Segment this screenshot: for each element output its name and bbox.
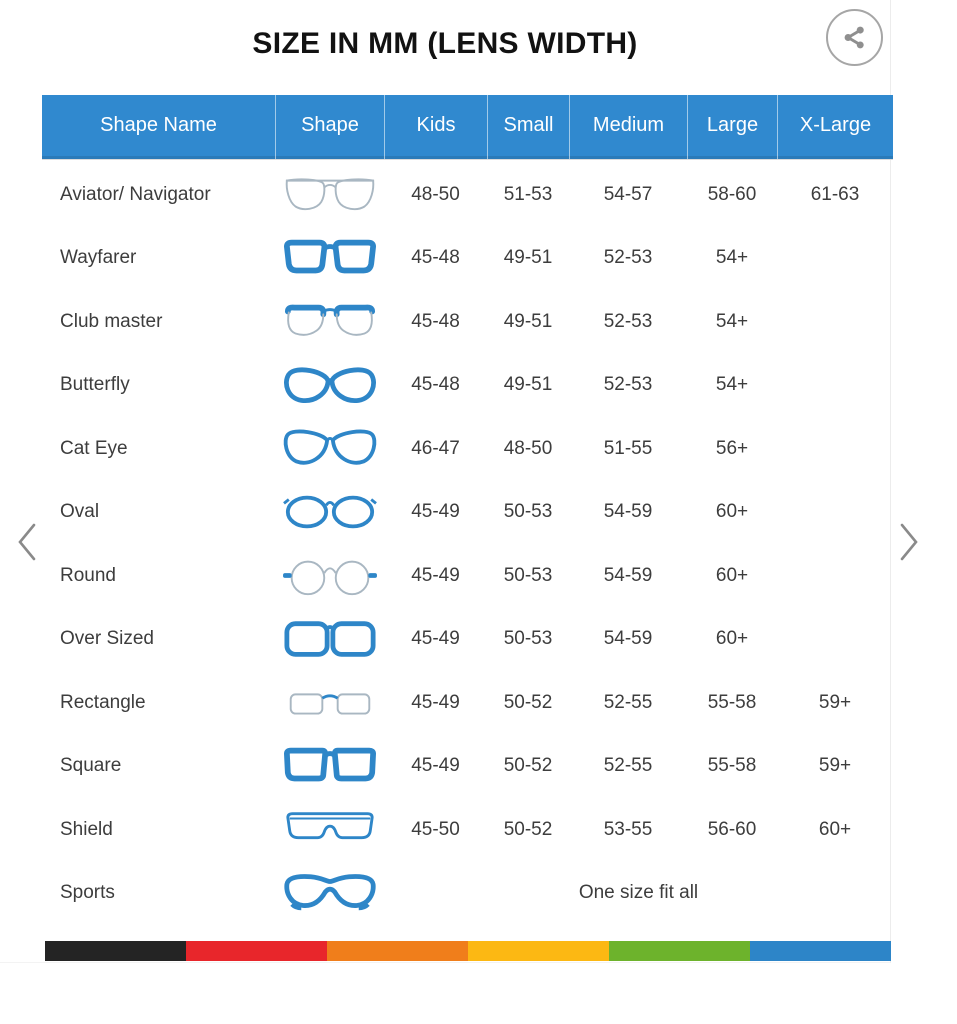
small-size-cell: 50-52	[503, 691, 553, 713]
round-glasses-icon	[282, 553, 378, 599]
shape-icon-cell	[275, 616, 384, 662]
kids-size-cell: 45-50	[411, 818, 460, 840]
table-row	[42, 798, 893, 862]
column-header-medium: Medium	[569, 95, 687, 159]
small-size-cell: 51-53	[503, 183, 553, 205]
medium-size-cell: 52-53	[603, 310, 653, 332]
xlarge-size-cell: 61-63	[810, 183, 860, 205]
kids-size-cell: 45-49	[411, 691, 460, 713]
kids-size-cell: 46-47	[411, 437, 460, 459]
rectangle-glasses-icon	[282, 680, 378, 726]
chevron-left-icon	[15, 522, 39, 565]
medium-size-cell: 54-59	[603, 628, 653, 650]
kids-size-cell: 45-49	[411, 628, 460, 650]
column-header-small: Small	[487, 95, 569, 159]
size-table	[42, 95, 893, 925]
square-glasses-icon	[282, 743, 378, 789]
kids-size-cell: 45-48	[411, 310, 460, 332]
medium-size-cell: 52-55	[603, 755, 653, 777]
color-bar-segment	[327, 941, 468, 961]
large-size-cell: 55-58	[707, 691, 757, 713]
large-size-cell: 60+	[715, 501, 749, 523]
large-size-cell: 55-58	[707, 755, 757, 777]
shape-name-label: Aviator/ Navigator	[60, 183, 211, 205]
small-size-cell: 50-53	[503, 628, 553, 650]
small-size-cell: 48-50	[503, 437, 553, 459]
xlarge-size-cell: 60+	[818, 818, 852, 840]
medium-size-cell: 51-55	[603, 437, 653, 459]
table-row	[42, 417, 893, 481]
shape-name-label: Cat Eye	[60, 437, 128, 459]
column-header-kids: Kids	[384, 95, 487, 159]
medium-size-cell: 52-55	[603, 691, 653, 713]
butterfly-glasses-icon	[282, 362, 378, 408]
table-row	[42, 544, 893, 608]
shape-name-label: Over Sized	[60, 628, 154, 650]
shape-name-label: Rectangle	[60, 691, 146, 713]
small-size-cell: 50-53	[503, 501, 553, 523]
shape-name-label: Club master	[60, 310, 163, 332]
carousel-next-button[interactable]	[894, 520, 924, 566]
share-icon	[841, 24, 868, 51]
small-size-cell: 50-52	[503, 755, 553, 777]
color-bar-segment	[186, 941, 327, 961]
large-size-cell: 56+	[715, 437, 749, 459]
xlarge-size-cell: 59+	[818, 755, 852, 777]
column-header-shape: Shape	[275, 95, 384, 159]
kids-size-cell: 45-49	[411, 564, 460, 586]
shape-name-cell	[42, 501, 275, 523]
table-row	[42, 290, 893, 354]
medium-size-cell: 54-59	[603, 501, 653, 523]
shape-name-label: Sports	[60, 882, 115, 904]
table-row	[42, 163, 893, 227]
shape-name-cell	[42, 755, 275, 777]
oversized-glasses-icon	[282, 616, 378, 662]
wayfarer-glasses-icon	[282, 235, 378, 281]
shape-icon-cell	[275, 680, 384, 726]
aviator-glasses-icon	[282, 172, 378, 218]
carousel-prev-button[interactable]	[12, 520, 42, 566]
shape-icon-cell	[275, 553, 384, 599]
table-row	[42, 354, 893, 418]
column-header-large: Large	[687, 95, 777, 159]
kids-size-cell: 45-49	[411, 755, 460, 777]
small-size-cell: 50-52	[503, 818, 553, 840]
large-size-cell: 60+	[715, 628, 749, 650]
oval-glasses-icon	[282, 489, 378, 535]
table-header-row	[42, 95, 893, 159]
column-header-x-large: X-Large	[777, 95, 893, 159]
kids-size-cell: 45-49	[411, 501, 460, 523]
color-bar-segment	[609, 941, 750, 961]
shape-icon-cell	[275, 807, 384, 853]
xlarge-size-cell: 59+	[818, 691, 852, 713]
small-size-cell: 49-51	[503, 310, 553, 332]
medium-size-cell: 52-53	[603, 247, 653, 269]
medium-size-cell: 52-53	[603, 374, 653, 396]
large-size-cell: 56-60	[707, 818, 757, 840]
shape-icon-cell	[275, 235, 384, 281]
shape-name-cell	[42, 565, 275, 587]
title-row	[0, 0, 890, 95]
one-size-cell: One size fit all	[578, 882, 699, 904]
shape-icon-cell	[275, 426, 384, 472]
chevron-right-icon	[897, 522, 921, 565]
large-size-cell: 54+	[715, 310, 749, 332]
small-size-cell: 49-51	[503, 247, 553, 269]
shape-icon-cell	[275, 489, 384, 535]
kids-size-cell: 48-50	[411, 183, 460, 205]
shape-name-label: Square	[60, 755, 122, 777]
shape-name-cell	[42, 184, 275, 206]
shape-icon-cell	[275, 172, 384, 218]
kids-size-cell: 45-48	[411, 247, 460, 269]
shape-name-cell	[42, 438, 275, 460]
large-size-cell: 54+	[715, 374, 749, 396]
shape-name-label: Oval	[60, 501, 100, 523]
shield-glasses-icon	[282, 807, 378, 853]
shape-name-cell	[42, 311, 275, 333]
brand-color-bar	[45, 941, 891, 961]
shape-name-label: Wayfarer	[60, 247, 137, 269]
shape-name-cell	[42, 628, 275, 650]
shape-icon-cell	[275, 743, 384, 789]
table-row	[42, 608, 893, 672]
table-row	[42, 735, 893, 799]
medium-size-cell: 54-57	[603, 183, 653, 205]
color-bar-segment	[45, 941, 186, 961]
shape-icon-cell	[275, 362, 384, 408]
shape-name-cell	[42, 692, 275, 714]
shape-name-cell	[42, 819, 275, 841]
table-row	[42, 481, 893, 545]
table-row	[42, 862, 893, 926]
color-bar-segment	[750, 941, 891, 961]
shape-icon-cell	[275, 870, 384, 916]
large-size-cell: 54+	[715, 247, 749, 269]
sports-glasses-icon	[282, 870, 378, 916]
shape-icon-cell	[275, 299, 384, 345]
medium-size-cell: 54-59	[603, 564, 653, 586]
shape-name-label: Round	[60, 564, 116, 586]
shape-name-label: Shield	[60, 818, 113, 840]
cateye-glasses-icon	[282, 426, 378, 472]
shape-name-cell	[42, 882, 275, 904]
small-size-cell: 50-53	[503, 564, 553, 586]
kids-size-cell: 45-48	[411, 374, 460, 396]
shape-name-cell	[42, 247, 275, 269]
table-row	[42, 227, 893, 291]
shape-name-label: Butterfly	[60, 374, 130, 396]
table-row	[42, 671, 893, 735]
table-body	[42, 159, 893, 925]
medium-size-cell: 53-55	[603, 818, 653, 840]
small-size-cell: 49-51	[503, 374, 553, 396]
share-button[interactable]	[826, 9, 883, 66]
column-header-shape-name: Shape Name	[100, 114, 217, 136]
color-bar-segment	[468, 941, 609, 961]
large-size-cell: 58-60	[707, 183, 757, 205]
page-title: SIZE IN MM (LENS WIDTH)	[252, 27, 638, 60]
shape-name-cell	[42, 374, 275, 396]
large-size-cell: 60+	[715, 564, 749, 586]
clubmaster-glasses-icon	[282, 299, 378, 345]
